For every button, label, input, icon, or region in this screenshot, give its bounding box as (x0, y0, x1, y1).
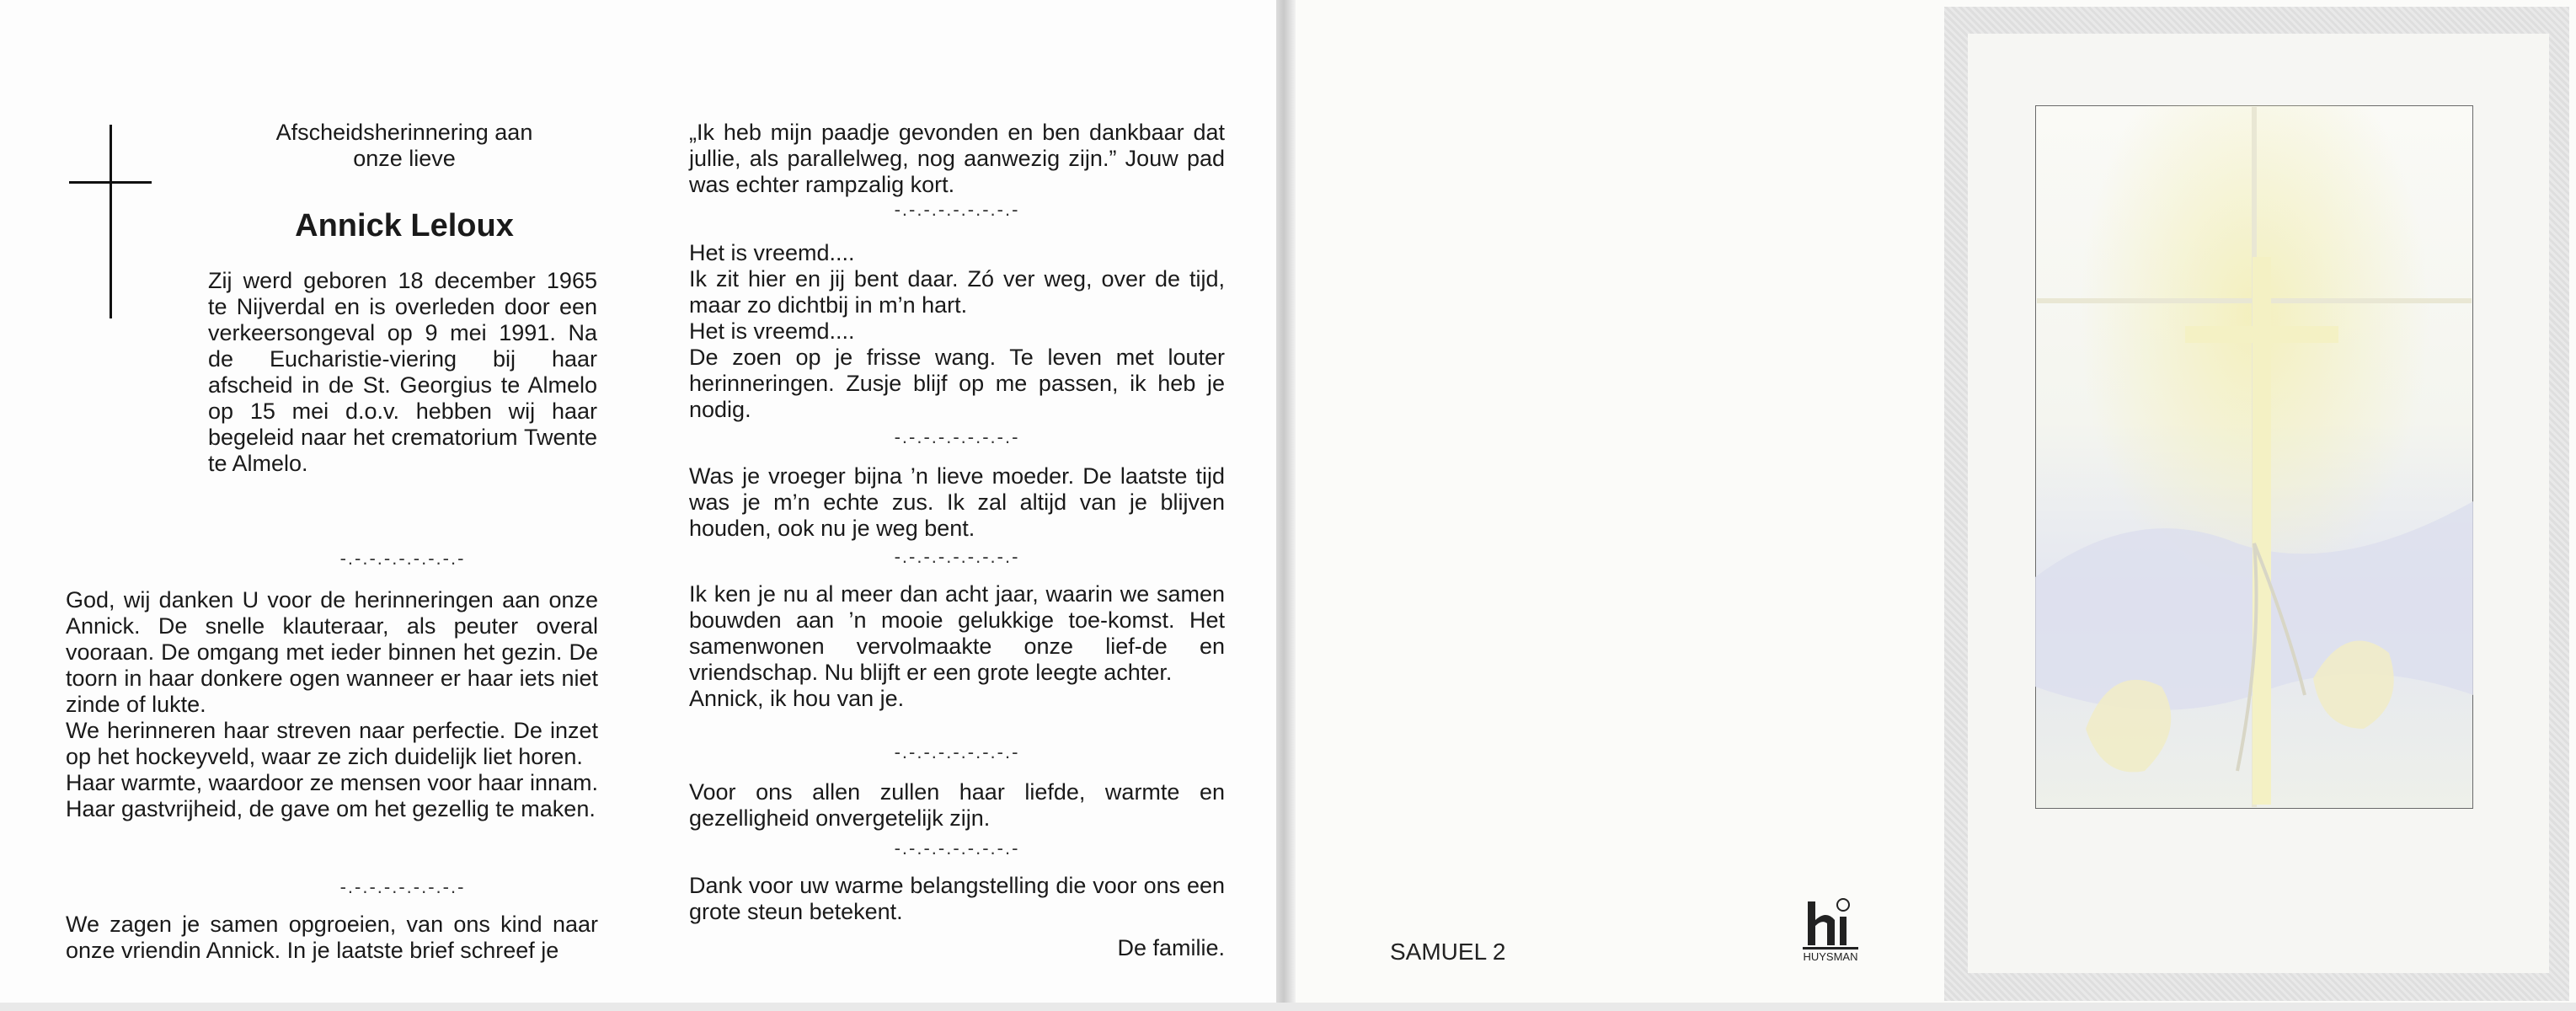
cross-icon (110, 125, 112, 318)
remembrance-text: Voor ons allen zullen haar liefde, warmte en gezelligheid onvergetelijk zijn. (689, 779, 1225, 831)
partner-paragraph: Ik ken je nu al meer dan acht jaar, waarin we samen bouwden aan ’n mooie gelukkige toe-komst. Het samenwonen vervolmaakte onze lief-de en vriendschap. Nu blijft er een grote leegte achter. (689, 581, 1225, 685)
card-fold (1276, 0, 1296, 1003)
biography-text: Zij werd geboren 18 december 1965 te Nijverdal en is overleden door een verkeersongeval op 9 mei 1991. Na de Eucharistie-viering bij haar afscheid in de St. Georgius te Almelo op 15 mei d.o.v. hebben wij haar begeleid naar het crematorium Twente te Almelo. (208, 268, 597, 476)
partner-paragraph: Annick, ik hou van je. (689, 686, 905, 711)
poem-line: Ik zit hier en jij bent daar. Zó ver weg, over de tijd, maar zo dichtbij in m’n hart. (689, 266, 1225, 318)
growing-up-text: We zagen je samen opgroeien, van ons kind naar onze vriendin Annick. In je laatste brief schreef je (66, 912, 598, 963)
letter-quote: „Ik heb mijn paadje gevonden en ben dankbaar dat jullie, als parallelweg, nog aanwezig zijn.” Jouw pad was echter rampzalig kort. (689, 120, 1225, 197)
partner-text (689, 581, 1225, 712)
poem-line: Het is vreemd.... (689, 318, 855, 344)
separator: -.-.-.-.-.-.-.-.- (894, 546, 1020, 567)
cross-icon-bar (69, 181, 152, 184)
huysman-logo (1801, 895, 1860, 966)
poem-line: Het is vreemd.... (689, 240, 855, 265)
separator: -.-.-.-.-.-.-.-.- (339, 548, 466, 569)
sister-text: Was je vroeger bijna ’n lieve moeder. De laatste tijd was je m’n echte zus. Ik zal altijd van je blijven houden, ook nu je weg bent. (689, 463, 1225, 541)
card-model-code: SAMUEL 2 (1390, 939, 1506, 965)
separator: -.-.-.-.-.-.-.-.- (894, 741, 1020, 762)
thanks-text: Dank voor uw warme belangstelling die voor ons een grote steun betekent. (689, 873, 1225, 924)
separator: -.-.-.-.-.-.-.-.- (894, 199, 1020, 220)
separator: -.-.-.-.-.-.-.-.- (339, 876, 466, 897)
intro-line: onze lieve (353, 146, 456, 171)
prayer-paragraph: God, wij danken U voor de herinneringen aan onze Annick. De snelle klauteraar, als peuter overal vooraan. De omgang met ieder binnen het gezin. De toorn in haar donkere ogen wanneer er haar iets niet zinde of lukte. (66, 587, 598, 717)
poem-text (689, 240, 1225, 423)
intro-line: Afscheidsherinnering aan (275, 120, 533, 145)
family-signature: De familie. (1117, 935, 1225, 960)
prayer-text (66, 587, 598, 822)
deceased-name: Annick Leloux (295, 208, 514, 243)
prayer-paragraph: Haar warmte, waardoor ze mensen voor haar innam. Haar gastvrijheid, de gave om het gezellig te maken. (66, 770, 598, 821)
logo-text: HUYSMAN (1803, 950, 1858, 963)
poem-line: De zoen op je frisse wang. Te leven met louter herinneringen. Zusje blijf op me passen, ik heb je nodig. (689, 345, 1225, 422)
separator: -.-.-.-.-.-.-.-.- (894, 837, 1020, 859)
prayer-paragraph: We herinneren haar streven naar perfectie. De inzet op het hockeyveld, waar ze zich duidelijk liet horen. (66, 718, 598, 769)
intro-heading (227, 120, 581, 172)
cross-window-illustration (2035, 105, 2473, 809)
separator: -.-.-.-.-.-.-.-.- (894, 426, 1020, 447)
